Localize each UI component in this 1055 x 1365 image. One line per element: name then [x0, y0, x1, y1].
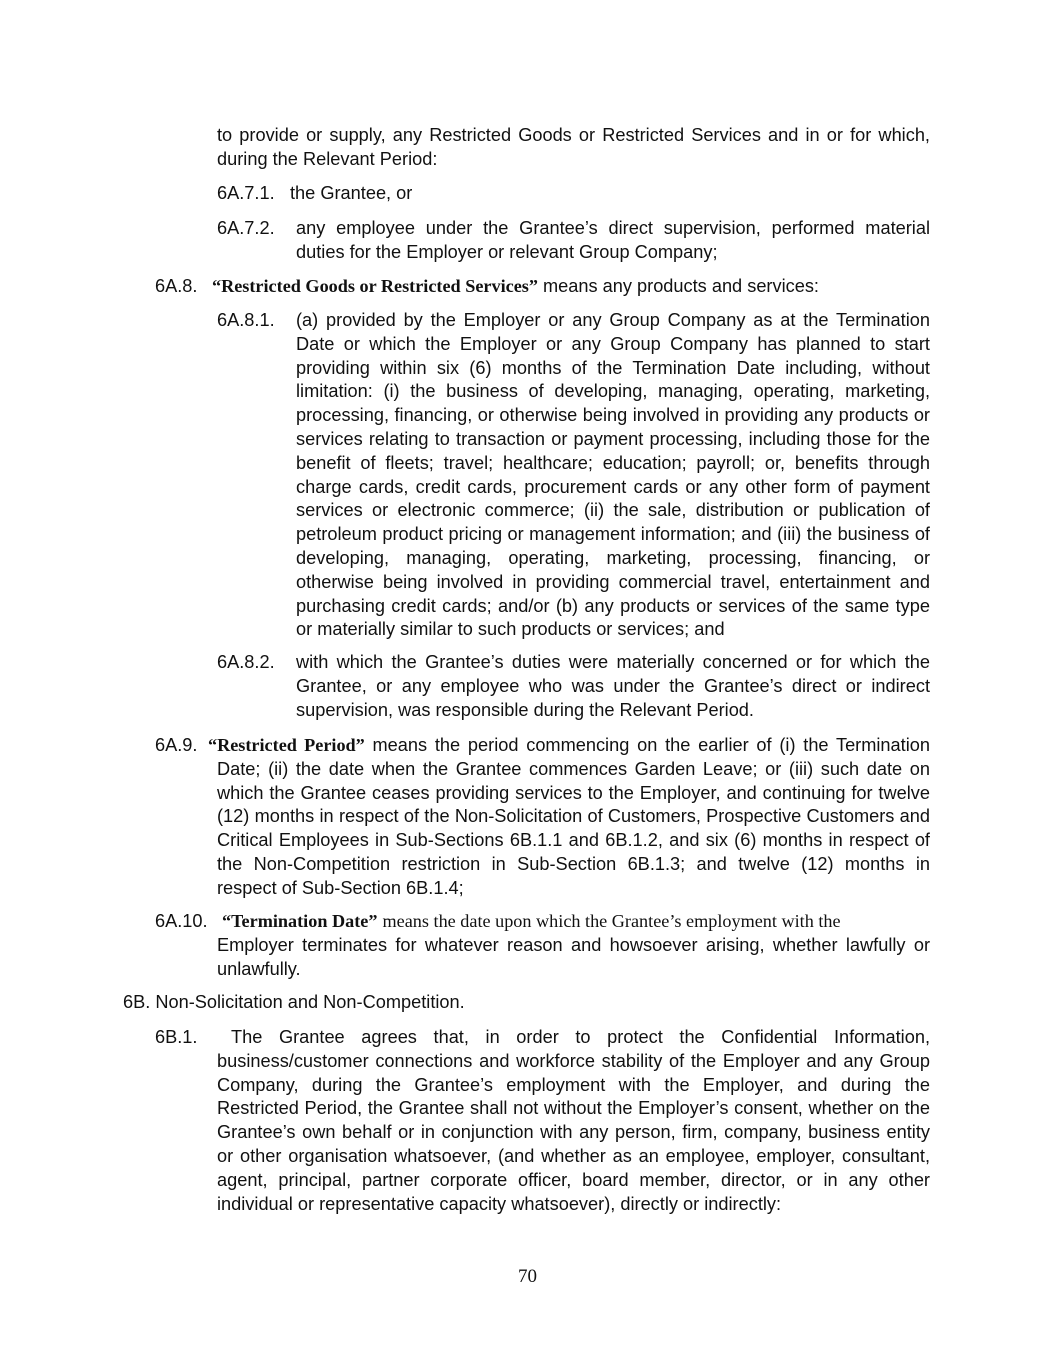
clause-6a-7-1-text: the Grantee, or — [290, 183, 413, 203]
clause-6a-8 — [212, 275, 930, 299]
clause-6b-1-text: The Grantee agrees that, in order to protect the Confidential Information, business/customer connections and workforce stability of the Employer and any Group Company, during the Grantee’s employment with the Employer, and during the Restricted Period, the Grantee shall not without the Employer’s consent, whether on the Grantee’s own behalf or in conjunction with any person, firm, company, business entity or other organisation whatsoever, (and whether as an employee, employer, consultant, agent, principal, partner corporate officer, board member, director, or in any other individual or representative capacity whatsoever), directly or indirectly: — [217, 1027, 930, 1214]
clause-6a-7-2-text: any employee under the Grantee’s direct supervision, performed material duties for the Employer or relevant Group Company; — [296, 218, 930, 262]
clause-6a-9-term: “Restricted Period” — [208, 735, 365, 755]
page-number: 70 — [518, 1266, 537, 1287]
clause-6b-1 — [217, 1026, 930, 1216]
clause-6a-8-1 — [296, 309, 930, 642]
clause-6a-8-term: “Restricted Goods or Restricted Services” — [212, 276, 538, 296]
continuation-paragraph — [217, 124, 930, 172]
clause-6a-8-2-text: with which the Grantee’s duties were materially concerned or for which the Grantee, or any employee who was under the Grantee’s direct or indirect supervision, was responsible during the Relevant Period. — [296, 652, 930, 720]
clause-6a-10-serif-text: means the date upon which the Grantee’s employment with the — [382, 911, 841, 931]
clause-6a-9-number: 6A.9. — [155, 735, 198, 755]
clause-6a-8-text: means any products and services: — [543, 276, 819, 296]
clause-6a-10-term: “Termination Date” — [222, 911, 378, 931]
clause-6a-7-1 — [290, 182, 590, 206]
clause-6a-8-2-number: 6A.8.2. — [217, 652, 275, 672]
clause-6a-10-text: Employer terminates for whatever reason and howsoever arising, whether lawfully or unlawfully. — [217, 934, 930, 979]
clause-6a-8-2 — [296, 651, 930, 722]
clause-6a-9-text: means the period commencing on the earlier of (i) the Termination Date; (ii) the date when the Grantee commences Garden Leave; or (iii) such date on which the Grantee ceases providing services to the Employer, and continuing for twelve (12) months in respect of the Non-Solicitation of Customers, Prospective Customers and Critical Employees in Sub-Sections 6B.1.1 and 6B.1.2, and six (6) months in respect of the Non-Competition restriction in Sub-Section 6B.1.3; and twelve (12) months in respect of Sub-Section 6B.1.4; — [217, 735, 930, 898]
continuation-text: to provide or supply, any Restricted Goods or Restricted Services and in or for which, during the Relevant Period: — [217, 125, 930, 169]
clause-6a-7-1-number: 6A.7.1. — [217, 183, 275, 203]
clause-6a-10-line-one — [217, 910, 930, 934]
clause-6a-10-number: 6A.10. — [155, 911, 208, 931]
clause-6a-7-2 — [296, 217, 930, 265]
section-6b-heading: 6B. Non-Solicitation and Non-Competition. — [123, 992, 465, 1012]
clause-6a-8-1-number: 6A.8.1. — [217, 310, 275, 330]
clause-6a-7-2-number: 6A.7.2. — [217, 218, 275, 238]
clause-6b-1-number: 6B.1. — [155, 1027, 198, 1047]
clause-6a-8-1-text: (a) provided by the Employer or any Group Company as at the Termination Date or which the Employer or any Group Company has planned to start providing within six (6) months of the Termination Date including, without limitation: (i) the business of developing, managing, operating, marketing, processing, financing, or otherwise being involved in providing any products or services relating to transaction or payment processing, including those for the benefit of fleets; travel; healthcare; education; payroll; or, benefits through charge cards, credit cards, procurement cards or any other form of payment services or electronic commerce; (ii) the sale, distribution or publication of petroleum product pricing or management information; and (iii) the business of developing, managing, operating, marketing, processing, financing, or otherwise being involved in providing commercial travel, entertainment and purchasing credit cards; and/or (b) any products or services of the same type or materially similar to such products or services; and — [296, 310, 930, 640]
clause-6a-10 — [217, 910, 930, 981]
clause-6a-9 — [208, 734, 930, 901]
clause-6a-8-number: 6A.8. — [155, 276, 198, 296]
